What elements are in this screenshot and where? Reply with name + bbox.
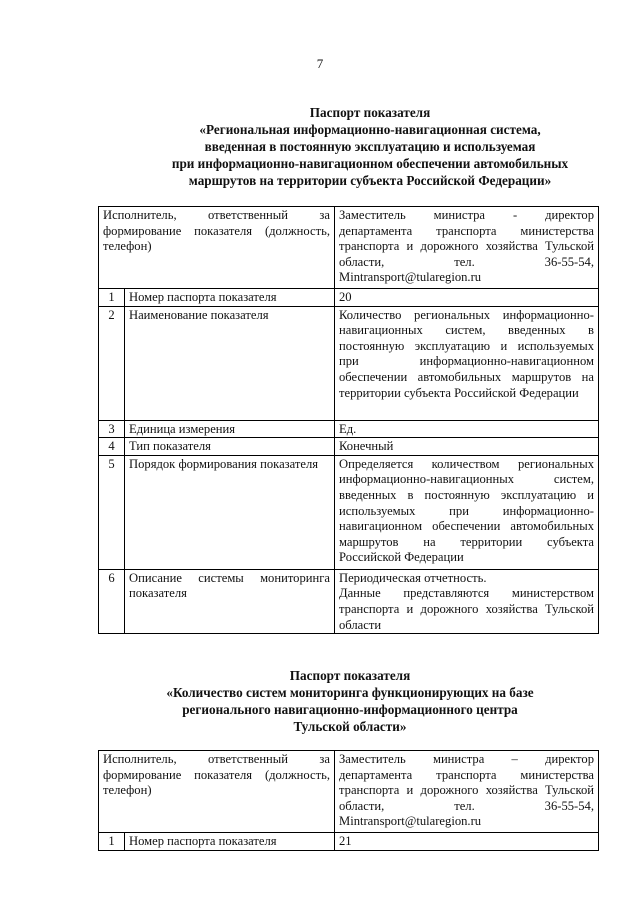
table-row xyxy=(99,751,599,833)
row-value-continued: Данные представляются министерством транспорта и дорожного хозяйства Тульской области xyxy=(339,586,594,632)
heading-line: Тульской области» xyxy=(293,719,407,734)
heading-line: «Количество систем мониторинга функционирующих на базе xyxy=(166,685,534,700)
row-label: Порядок формирования показателя xyxy=(125,455,335,569)
table-row xyxy=(99,833,599,851)
passport-2-table xyxy=(98,750,599,851)
executor-value: Заместитель министра – директор департамента транспорта министерства транспорта и дорожного хозяйства Тульской области, тел. 36-55-54, Mintransport@tularegion.ru xyxy=(335,751,599,833)
page-number: 7 xyxy=(316,56,324,71)
row-number: 1 xyxy=(99,289,125,307)
row-label: Номер паспорта показателя xyxy=(125,833,335,851)
row-label: Номер паспорта показателя xyxy=(125,289,335,307)
row-number: 3 xyxy=(99,420,125,438)
executor-label: Исполнитель, ответственный за формирование показателя (должность, телефон) xyxy=(99,751,335,833)
row-label: Описание системы мониторинга показателя xyxy=(125,569,335,633)
heading-line: введенная в постоянную эксплуатацию и используемая xyxy=(204,139,536,154)
row-number: 5 xyxy=(99,455,125,569)
executor-label: Исполнитель, ответственный за формирование показателя (должность, телефон) xyxy=(99,207,335,289)
row-value: 21 xyxy=(335,833,599,851)
row-value: Периодическая отчетность. xyxy=(339,570,487,585)
passport-1-heading xyxy=(70,104,640,189)
row-value: Конечный xyxy=(335,438,599,456)
table-row xyxy=(99,306,599,420)
row-label: Наименование показателя xyxy=(125,306,335,420)
table-row xyxy=(99,420,599,438)
row-value: 20 xyxy=(335,289,599,307)
executor-value: Заместитель министра - директор департамента транспорта министерства транспорта и дорожного хозяйства Тульской области, тел. 36-55-54, Mintransport@tularegion.ru xyxy=(335,207,599,289)
row-number: 4 xyxy=(99,438,125,456)
heading-line: Паспорт показателя xyxy=(289,668,411,683)
passport-2-heading xyxy=(50,667,640,735)
table-row xyxy=(99,455,599,569)
heading-line: маршрутов на территории субъекта Российской Федерации» xyxy=(188,173,552,188)
heading-line: «Региональная информационно-навигационная система, xyxy=(199,122,541,137)
passport-1-table xyxy=(98,206,599,634)
row-label: Тип показателя xyxy=(125,438,335,456)
table-row xyxy=(99,438,599,456)
heading-line: при информационно-навигационном обеспечении автомобильных xyxy=(171,156,569,171)
row-number: 6 xyxy=(99,569,125,633)
table-row xyxy=(99,289,599,307)
row-label: Единица измерения xyxy=(125,420,335,438)
table-row xyxy=(99,207,599,289)
row-number: 2 xyxy=(99,306,125,420)
heading-line: регионального навигационно-информационного центра xyxy=(182,702,518,717)
heading-line: Паспорт показателя xyxy=(309,105,431,120)
row-value: Количество региональных информационно-навигационных систем, введенных в постоянную эксплуатацию и используемых при информационно-навигационном обеспечении автомобильных маршрутов на территории субъекта Российской Федерации xyxy=(335,306,599,420)
row-value-cell xyxy=(335,569,599,633)
row-value: Ед. xyxy=(335,420,599,438)
row-number: 1 xyxy=(99,833,125,851)
row-value: Определяется количеством региональных информационно-навигационных систем, введенных в постоянную эксплуатацию и используемых при информационно-навигационном обеспечении автомобильных маршрутов на территории субъекта Российской Федерации xyxy=(335,455,599,569)
table-row xyxy=(99,569,599,633)
